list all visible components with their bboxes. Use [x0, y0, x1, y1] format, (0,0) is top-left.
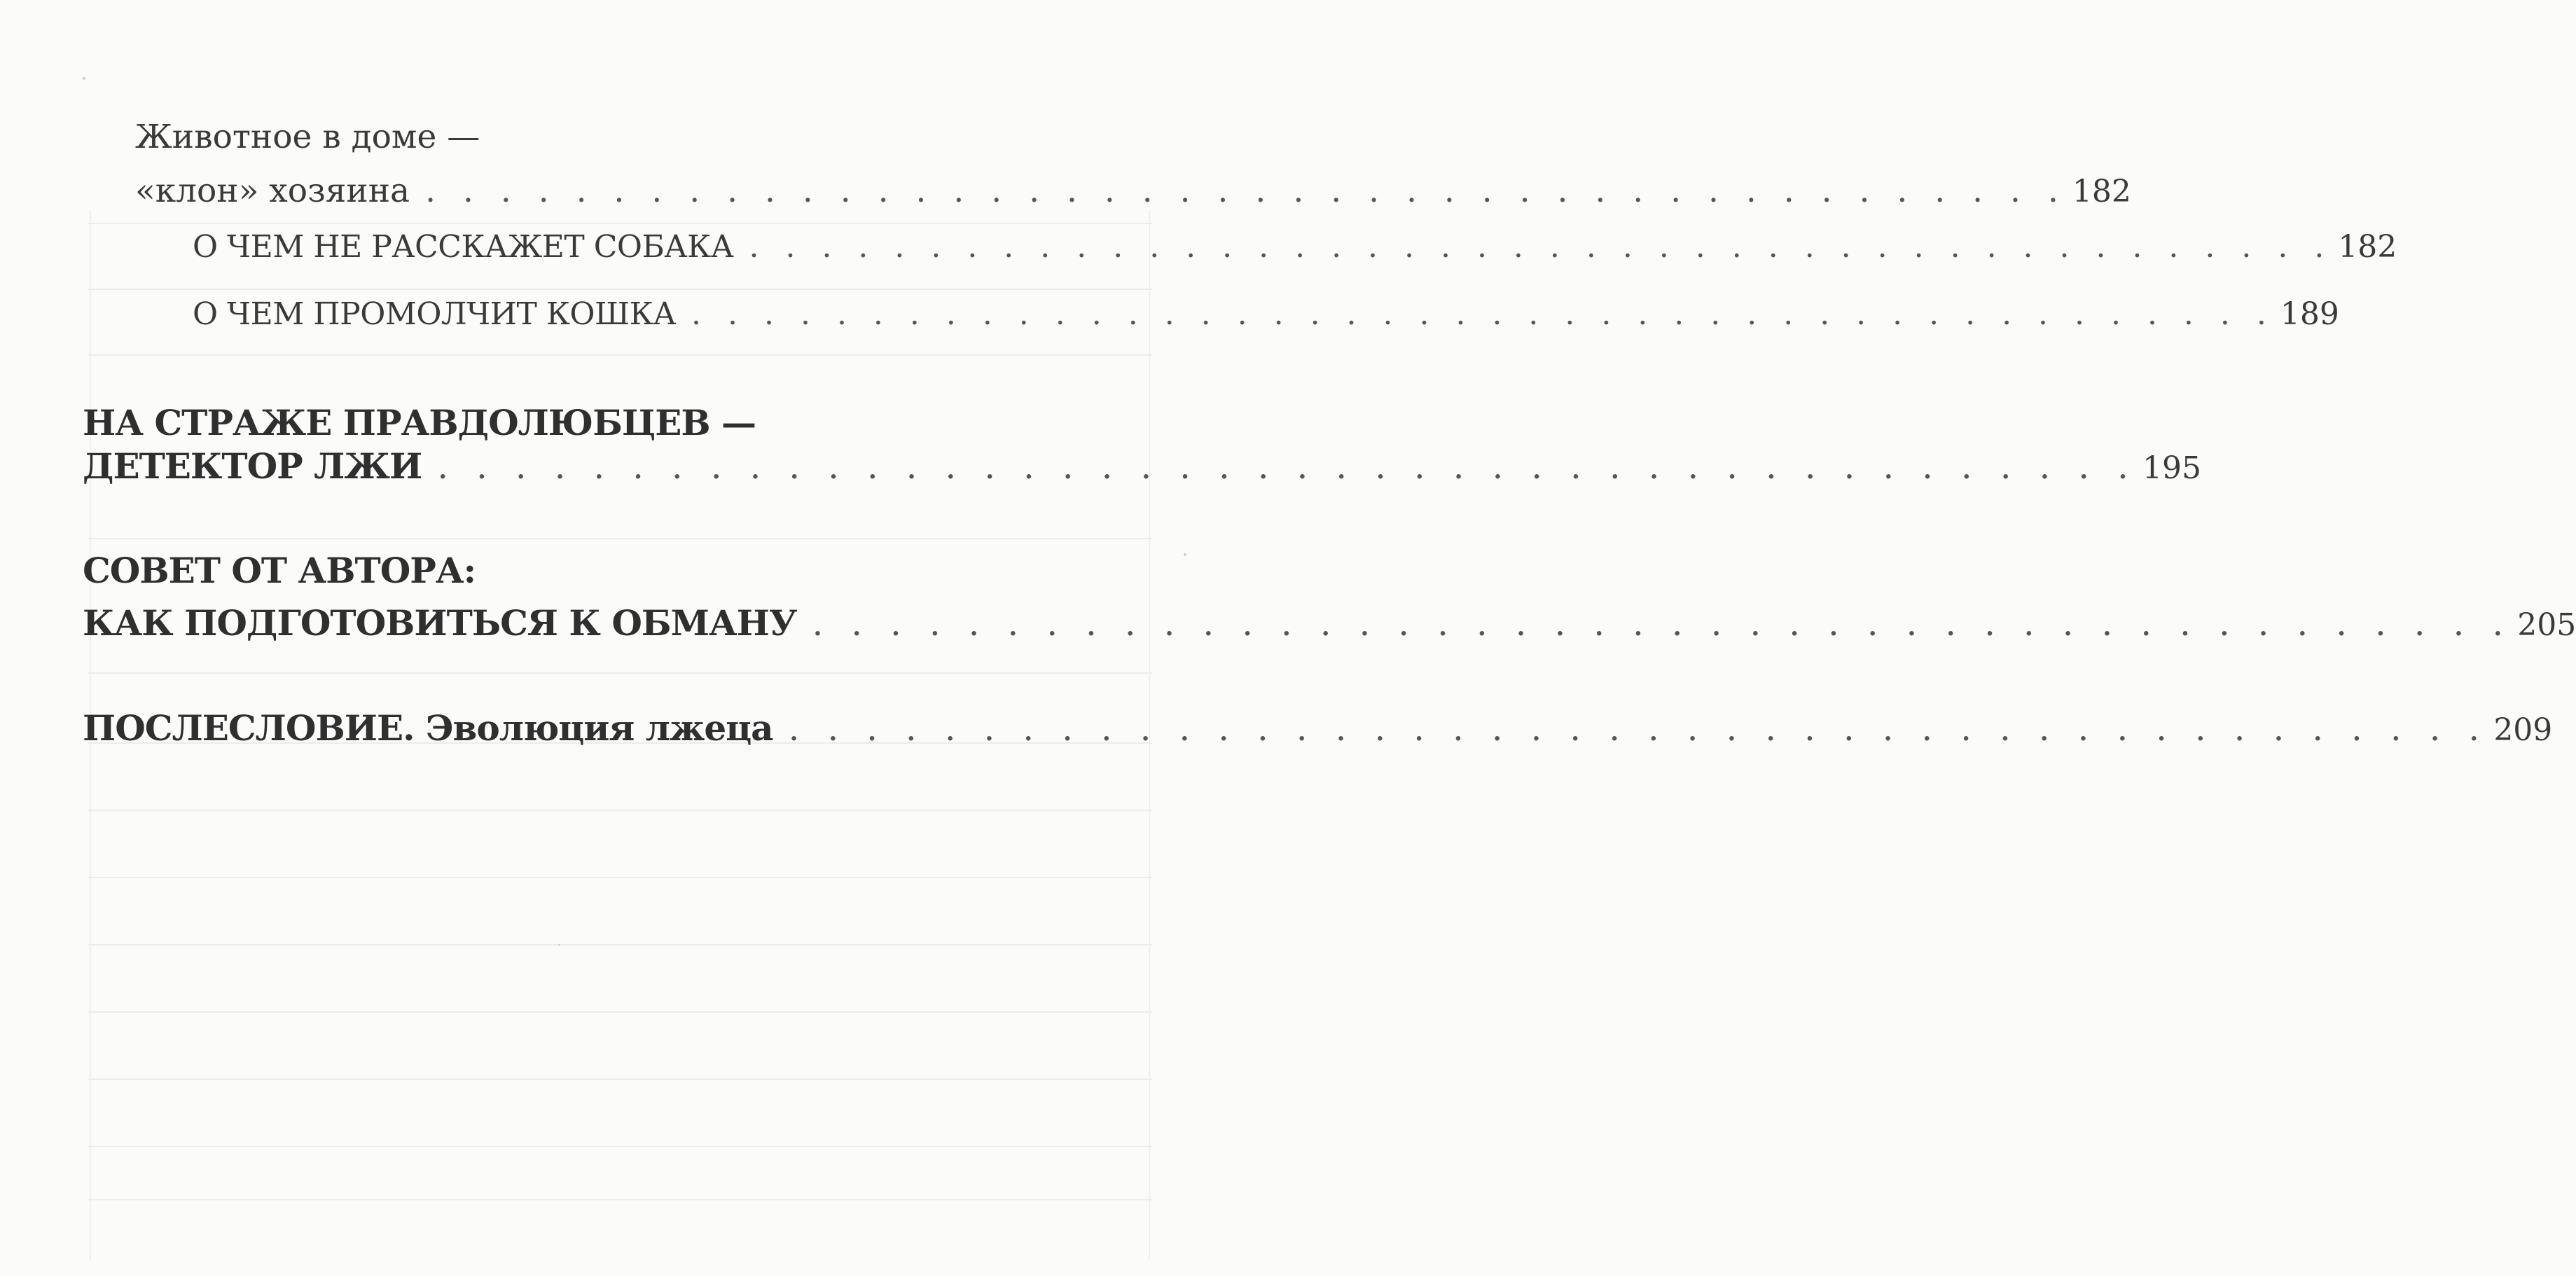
speck: [1184, 553, 1186, 556]
toc-entry-line: [83, 707, 2553, 749]
page-number: 182: [2072, 174, 2131, 209]
bleed-line: [88, 289, 1152, 290]
toc-entry-title: Животное в доме —: [135, 118, 480, 156]
dot-leader: . . . . . . . . . . . . . . . . . . . . . . . . . . . . . . . . . . . . . . . . . . . .: [437, 446, 2137, 487]
toc-chapter-title: КАК ПОДГОТОВИТЬСЯ К ОБМАНУ: [83, 602, 797, 644]
dot-leader: . . . . . . . . . . . . . . . . . . . . . . . . . . . . . . . . . . . . . . . . . . . .: [812, 603, 2512, 644]
toc-entry-line: [83, 402, 756, 443]
toc-chapter-title: [83, 707, 773, 749]
page-number: 195: [2142, 450, 2201, 486]
toc-entry-title: О ЧЕМ ПРОМОЛЧИТ КОШКА: [193, 296, 677, 332]
toc-chapter-title: ДЕТЕКТОР ЛЖИ: [83, 445, 422, 487]
toc-entry-line: [83, 445, 2201, 487]
toc-chapter-title: СОВЕТ ОТ АВТОРА:: [83, 550, 476, 591]
bleed-line: [88, 877, 1152, 878]
bleed-line: [88, 672, 1152, 674]
bleed-line: [88, 810, 1152, 811]
bleed-line: [88, 1146, 1152, 1147]
toc-afterword-subtitle: Эволюция лжеца: [425, 707, 773, 749]
toc-chapter-title: НА СТРАЖЕ ПРАВДОЛЮБЦЕВ —: [83, 402, 756, 443]
toc-entry-line: [83, 550, 476, 591]
bleed-line: [88, 944, 1152, 945]
dot-leader: . . . . . . . . . . . . . . . . . . . . . . . . . . . . . . . . . . . . . . . . . . . .: [749, 229, 2333, 265]
dot-leader: . . . . . . . . . . . . . . . . . . . . . . . . . . . . . . . . . . . . . . . . . . . .: [788, 708, 2488, 749]
page-number: 189: [2280, 296, 2339, 332]
bleed-line: [88, 223, 1152, 224]
toc-entry-title: О ЧЕМ НЕ РАССКАЖЕТ СОБАКА: [193, 229, 734, 265]
toc-subentry: [193, 296, 2339, 332]
page-number: 205: [2517, 607, 2576, 643]
page-number: 209: [2493, 712, 2553, 748]
bleed-line: [88, 1079, 1152, 1080]
bleed-line: [88, 1199, 1152, 1200]
bleed-line: [88, 538, 1152, 539]
speck: [558, 944, 560, 946]
toc-entry-line: [135, 172, 2131, 210]
toc-subentry: [193, 229, 2397, 265]
bleed-line: [88, 1011, 1152, 1013]
dot-leader: . . . . . . . . . . . . . . . . . . . . . . . . . . . . . . . . . . . . . . . . . . . .: [691, 296, 2275, 332]
toc-afterword-label: ПОСЛЕСЛОВИЕ.: [83, 707, 415, 749]
toc-entry-line: [83, 602, 2576, 644]
speck: [83, 77, 85, 80]
dot-leader: . . . . . . . . . . . . . . . . . . . . . . . . . . . . . . . . . . . . . . . . . . . .: [425, 172, 2067, 210]
toc-entry-title: «клон» хозяина: [135, 172, 410, 210]
page-number: 182: [2338, 229, 2397, 265]
bleed-line: [88, 354, 1152, 356]
toc-entry-line: [135, 118, 480, 156]
